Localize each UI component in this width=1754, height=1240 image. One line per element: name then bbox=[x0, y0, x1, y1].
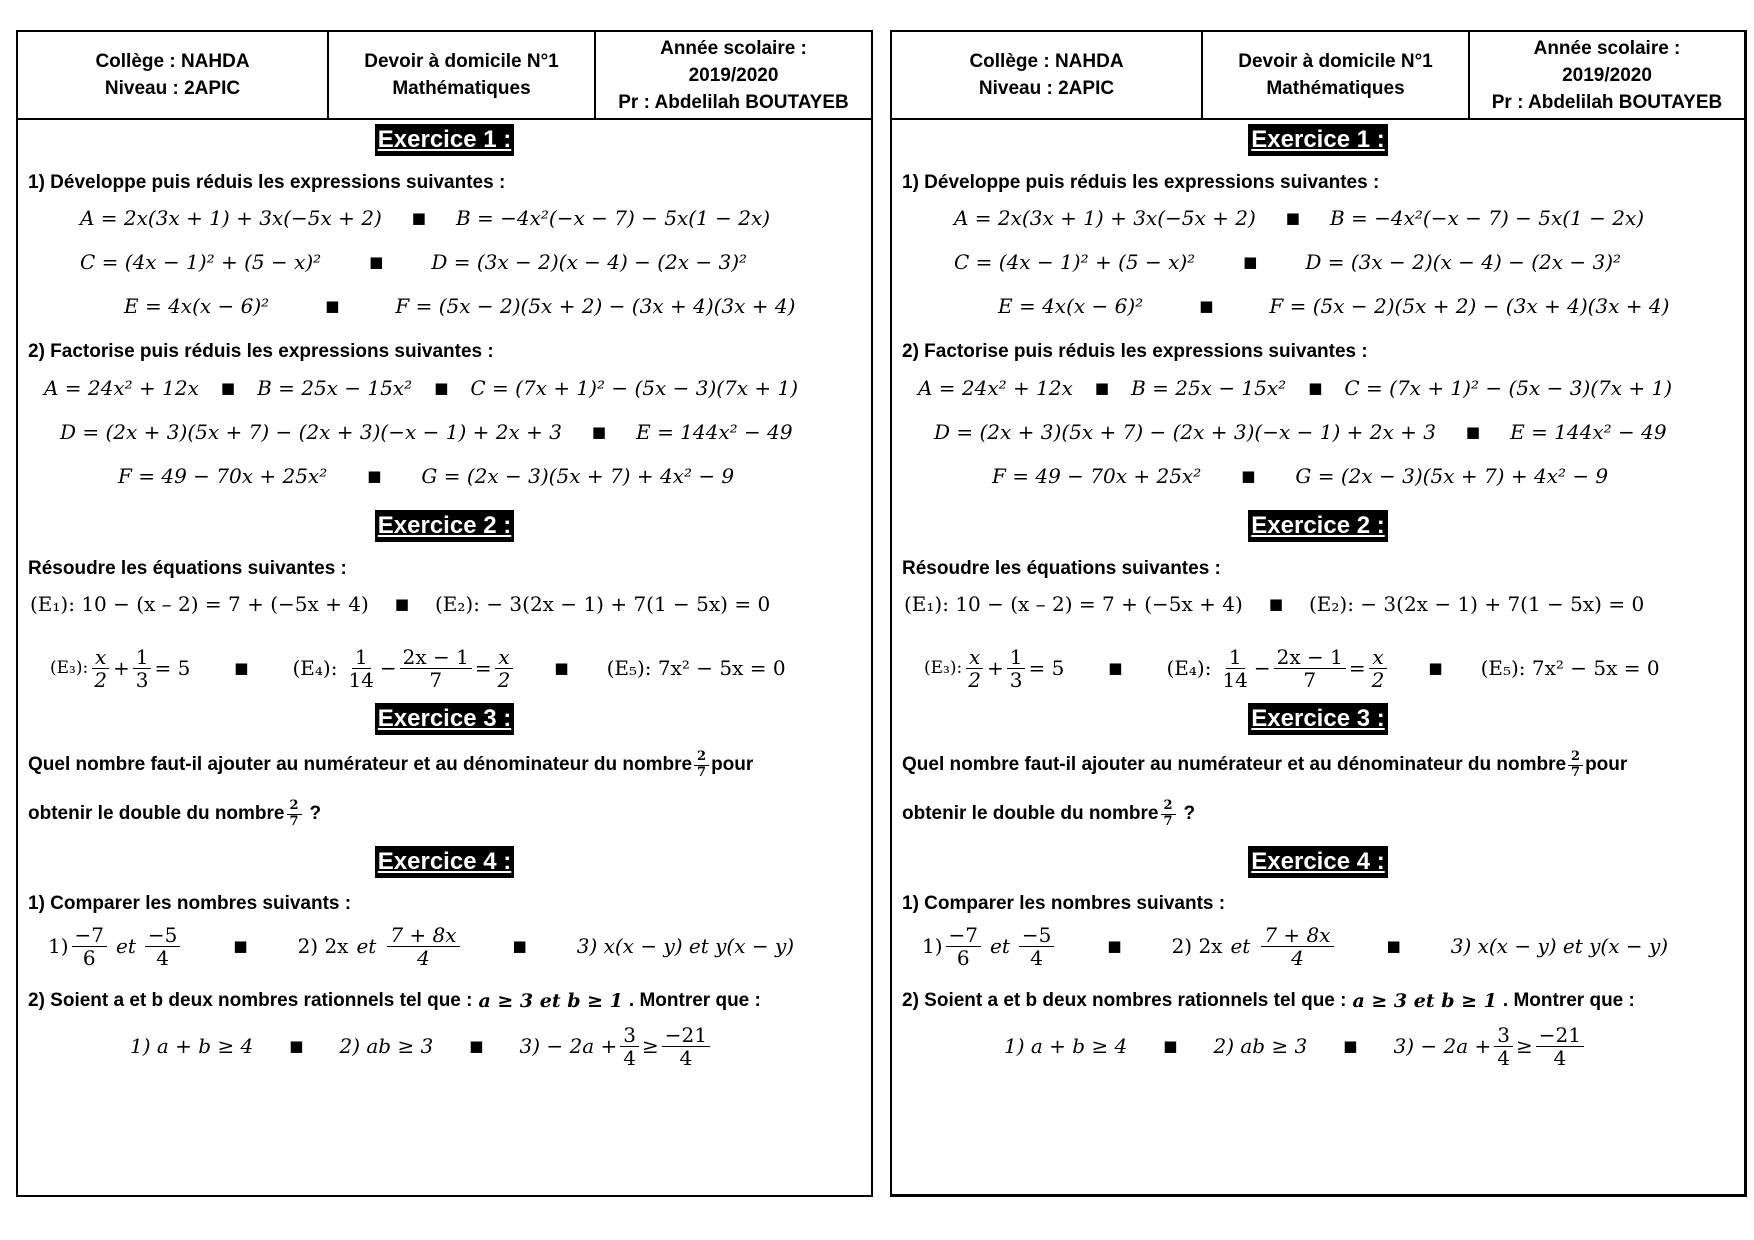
expr-b: B = −4x²(−x − 7) − 5x(1 − 2x) bbox=[455, 206, 771, 230]
ex4-q2-text: 2) Soient a et b deux nombres rationnels tel que : bbox=[902, 990, 1347, 1011]
bullet: ■ bbox=[554, 659, 569, 677]
equation-e2: (E₂): − 3(2x − 1) + 7(1 − 5x) = 0 bbox=[1309, 592, 1645, 616]
fraction-minus21-over-4: $\frac{-21}{4}$ bbox=[1536, 1024, 1584, 1069]
ex1-row-ab bbox=[892, 206, 1754, 230]
equation-e3-label: (E₃): bbox=[924, 658, 963, 678]
bullet: ■ bbox=[1243, 253, 1258, 271]
fexpr-b: B = 25x − 15x² bbox=[257, 376, 413, 400]
fexpr-e: E = 144x² − 49 bbox=[636, 420, 793, 444]
header-year-cell bbox=[1470, 32, 1744, 118]
fexpr-c: C = (7x + 1)² − (5x − 3)(7x + 1) bbox=[470, 376, 799, 400]
equation-e4-label: (E₄): bbox=[292, 656, 338, 680]
equals-sign: = bbox=[474, 656, 492, 680]
ex4-q2-end: . Montrer que : bbox=[628, 990, 761, 1011]
ex4-prove-row bbox=[18, 1018, 983, 1074]
fraction-x-over-2: $\frac{x}{2}$ bbox=[91, 646, 110, 691]
bullet: ■ bbox=[1163, 1037, 1178, 1055]
ex4-compare-row bbox=[892, 916, 1754, 976]
expr-d: D = (3x − 2)(x − 4) − (2x − 3)² bbox=[1305, 250, 1622, 274]
exercise-4-title: Exercice 4 : bbox=[892, 846, 1744, 878]
ex1-row-ffg bbox=[18, 464, 971, 488]
fraction-1-over-14: $\frac{1}{14}$ bbox=[348, 644, 374, 692]
fexpr-d: D = (2x + 3)(5x + 7) − (2x + 3)(−x − 1) + 2x + 3 bbox=[934, 420, 1436, 444]
ex3-text-2: obtenir le double du nombre bbox=[28, 803, 285, 824]
bullet: ■ bbox=[1199, 297, 1214, 315]
bullet: ■ bbox=[289, 1037, 304, 1055]
bullet: ■ bbox=[325, 297, 340, 315]
ex2-question: Résoudre les équations suivantes : bbox=[28, 558, 347, 579]
ex1-row-ab bbox=[18, 206, 933, 230]
fraction-3-over-4: $\frac{3}{4}$ bbox=[1494, 1024, 1513, 1069]
expr-e: E = 4x(x − 6)² bbox=[998, 294, 1144, 318]
equation-e3-label: (E₃): bbox=[50, 658, 89, 678]
fraction-2-over-7: $\frac{2}{7}$ bbox=[694, 750, 709, 780]
fraction-2x-1-over-7: $\frac{2x - 1}{7}$ bbox=[1274, 646, 1346, 691]
teacher-name: Pr : Abdelilah BOUTAYEB bbox=[1491, 91, 1723, 113]
compare-2-label: 2) 2x bbox=[1171, 934, 1223, 958]
ex3-line-2 bbox=[28, 789, 321, 839]
header-title-cell bbox=[329, 32, 596, 118]
ex1-row-fabc bbox=[892, 376, 1754, 400]
bullet: ■ bbox=[234, 659, 249, 677]
ex4-question-1: 1) Comparer les nombres suivants : bbox=[902, 893, 1226, 914]
level: Niveau : 2APIC bbox=[978, 78, 1115, 99]
equation-e2: (E₂): − 3(2x − 1) + 7(1 − 5x) = 0 bbox=[435, 592, 771, 616]
ex2-row-e1e2 bbox=[892, 592, 1754, 616]
bullet: ■ bbox=[1107, 937, 1122, 955]
fraction-7-8x-over-4: $\frac{7 + 8x}{4}$ bbox=[387, 924, 459, 969]
ex3-text-1: Quel nombre faut-il ajouter au numérateur et au dénominateur du nombre bbox=[902, 754, 1567, 775]
compare-3: 3) x(x − y) et y(x − y) bbox=[1450, 934, 1669, 958]
header-year-cell bbox=[596, 32, 871, 118]
college-name: Collège : NAHDA bbox=[969, 51, 1124, 72]
header-school-cell bbox=[892, 32, 1203, 118]
header-title-cell bbox=[1203, 32, 1470, 118]
fexpr-f: F = 49 − 70x + 25x² bbox=[118, 464, 328, 488]
expr-a: A = 2x(3x + 1) + 3x(−5x + 2) bbox=[954, 206, 1256, 230]
compare-3: 3) x(x − y) et y(x − y) bbox=[576, 934, 795, 958]
prove-3-start: 3) − 2a + bbox=[519, 1034, 618, 1058]
ex3-text-1-end: pour bbox=[1585, 754, 1628, 775]
prove-1: 1) a + b ≥ 4 bbox=[130, 1034, 254, 1058]
fexpr-e: E = 144x² − 49 bbox=[1510, 420, 1667, 444]
ex3-text-2-end: ? bbox=[309, 803, 322, 824]
prove-3-start: 3) − 2a + bbox=[1393, 1034, 1492, 1058]
worksheet-body bbox=[892, 120, 1744, 1197]
ex1-row-cd bbox=[892, 250, 1754, 274]
ex3-text-1: Quel nombre faut-il ajouter au numérateur et au dénominateur du nombre bbox=[28, 754, 693, 775]
ex3-line-1 bbox=[28, 740, 753, 790]
exercise-2-title: Exercice 2 : bbox=[18, 510, 871, 542]
bullet: ■ bbox=[1428, 659, 1443, 677]
ex1-question-2: 2) Factorise puis réduis les expressions suivantes : bbox=[902, 341, 1368, 362]
school-year: 2019/2020 bbox=[1562, 64, 1652, 86]
fraction-2-over-7: $\frac{2}{7}$ bbox=[287, 799, 302, 829]
ex2-row-e1e2 bbox=[18, 592, 883, 616]
ex1-row-ef bbox=[18, 294, 977, 318]
bullet: ■ bbox=[233, 937, 248, 955]
ex1-question-1: 1) Développe puis réduis les expressions suivantes : bbox=[902, 172, 1380, 193]
expr-f: F = (5x − 2)(5x + 2) − (3x + 4)(3x + 4) bbox=[1269, 294, 1670, 318]
exercise-1-title: Exercice 1 : bbox=[892, 124, 1744, 156]
ex1-row-ef bbox=[892, 294, 1754, 318]
bullet: ■ bbox=[434, 379, 449, 397]
plus-sign: + bbox=[986, 656, 1004, 680]
et-word: et bbox=[990, 934, 1010, 958]
fexpr-g: G = (2x − 3)(5x + 7) + 4x² − 9 bbox=[421, 464, 735, 488]
ex4-q2-text: 2) Soient a et b deux nombres rationnels tel que : bbox=[28, 990, 473, 1011]
fraction-2-over-7: $\frac{2}{7}$ bbox=[1161, 799, 1176, 829]
equation-e3-rhs: = 5 bbox=[1028, 656, 1065, 680]
fexpr-b: B = 25x − 15x² bbox=[1131, 376, 1287, 400]
fraction-7-8x-over-4: $\frac{7 + 8x}{4}$ bbox=[1261, 924, 1333, 969]
fexpr-f: F = 49 − 70x + 25x² bbox=[992, 464, 1202, 488]
worksheet-body bbox=[18, 120, 871, 1197]
fexpr-c: C = (7x + 1)² − (5x − 3)(7x + 1) bbox=[1344, 376, 1673, 400]
ex3-text-2-end: ? bbox=[1183, 803, 1196, 824]
fexpr-a: A = 24x² + 12x bbox=[918, 376, 1073, 400]
fraction-minus5-over-4: $\frac{-5}{4}$ bbox=[145, 924, 180, 969]
bullet: ■ bbox=[411, 209, 426, 227]
bullet: ■ bbox=[220, 379, 236, 397]
fexpr-d: D = (2x + 3)(5x + 7) − (2x + 3)(−x − 1) + 2x + 3 bbox=[60, 420, 562, 444]
minus-sign: − bbox=[1253, 656, 1271, 680]
fraction-1-over-14: $\frac{1}{14}$ bbox=[1222, 644, 1248, 692]
fraction-minus5-over-4: $\frac{-5}{4}$ bbox=[1019, 924, 1054, 969]
bullet: ■ bbox=[1094, 379, 1110, 397]
school-year: 2019/2020 bbox=[688, 64, 779, 86]
exercise-1-title: Exercice 1 : bbox=[18, 124, 871, 156]
bullet: ■ bbox=[1268, 595, 1283, 613]
ex4-q2-condition: a ≥ 3 et b ≥ 1 bbox=[478, 990, 623, 1012]
year-label: Année scolaire : bbox=[660, 37, 807, 59]
et-word: et bbox=[356, 934, 377, 958]
assignment-title: Devoir à domicile N°1 bbox=[364, 51, 559, 72]
ex2-row-e3e4e5 bbox=[18, 638, 903, 698]
ex4-question-2 bbox=[28, 988, 761, 1014]
worksheet-right bbox=[890, 30, 1747, 1197]
bullet: ■ bbox=[591, 423, 607, 441]
expr-c: C = (4x − 1)² + (5 − x)² bbox=[80, 250, 322, 274]
bullet: ■ bbox=[1343, 1037, 1358, 1055]
equation-e3-rhs: = 5 bbox=[154, 656, 191, 680]
fexpr-g: G = (2x − 3)(5x + 7) + 4x² − 9 bbox=[1295, 464, 1609, 488]
ex3-line-2 bbox=[902, 789, 1195, 839]
compare-2-label: 2) 2x bbox=[297, 934, 349, 958]
bullet: ■ bbox=[367, 467, 382, 485]
ex4-prove-row bbox=[892, 1018, 1754, 1074]
bullet: ■ bbox=[469, 1037, 484, 1055]
equation-e1: (E₁): 10 − (x – 2) = 7 + (−5x + 4) bbox=[30, 592, 369, 616]
fraction-minus7-over-6: $\frac{-7}{6}$ bbox=[946, 924, 981, 969]
fraction-2x-1-over-7: $\frac{2x - 1}{7}$ bbox=[400, 646, 472, 691]
prove-2: 2) ab ≥ 3 bbox=[339, 1034, 434, 1058]
bullet: ■ bbox=[1386, 937, 1401, 955]
fraction-1-over-3: $\frac{1}{3}$ bbox=[1007, 646, 1026, 691]
ex2-row-e3e4e5 bbox=[892, 638, 1754, 698]
fraction-x-over-2: $\frac{x}{2}$ bbox=[1369, 646, 1388, 691]
prove-2: 2) ab ≥ 3 bbox=[1213, 1034, 1308, 1058]
exercise-3-title: Exercice 3 : bbox=[892, 703, 1744, 735]
expr-d: D = (3x − 2)(x − 4) − (2x − 3)² bbox=[431, 250, 748, 274]
bullet: ■ bbox=[1241, 467, 1256, 485]
exercise-3-title: Exercice 3 : bbox=[18, 703, 871, 735]
header-table bbox=[892, 32, 1744, 120]
ex4-q2-end: . Montrer que : bbox=[1502, 990, 1635, 1011]
expr-a: A = 2x(3x + 1) + 3x(−5x + 2) bbox=[80, 206, 382, 230]
equals-sign: = bbox=[1348, 656, 1366, 680]
plus-sign: + bbox=[112, 656, 130, 680]
expr-c: C = (4x − 1)² + (5 − x)² bbox=[954, 250, 1196, 274]
ex1-row-ffg bbox=[892, 464, 1754, 488]
ex4-question-2 bbox=[902, 988, 1635, 1014]
ge-sign: ≥ bbox=[1515, 1034, 1533, 1058]
fraction-minus7-over-6: $\frac{-7}{6}$ bbox=[72, 924, 107, 969]
teacher-name: Pr : Abdelilah BOUTAYEB bbox=[618, 91, 849, 113]
fraction-minus21-over-4: $\frac{-21}{4}$ bbox=[662, 1024, 710, 1069]
bullet: ■ bbox=[512, 937, 527, 955]
compare-1-label: 1) bbox=[922, 934, 943, 958]
ex4-q2-condition: a ≥ 3 et b ≥ 1 bbox=[1352, 990, 1497, 1012]
fraction-x-over-2: $\frac{x}{2}$ bbox=[965, 646, 984, 691]
fraction-3-over-4: $\frac{3}{4}$ bbox=[620, 1024, 639, 1069]
expr-f: F = (5x − 2)(5x + 2) − (3x + 4)(3x + 4) bbox=[395, 294, 796, 318]
year-label: Année scolaire : bbox=[1533, 37, 1681, 59]
fexpr-a: A = 24x² + 12x bbox=[44, 376, 199, 400]
assignment-title: Devoir à domicile N°1 bbox=[1238, 51, 1433, 72]
ex1-question-1: 1) Développe puis réduis les expressions suivantes : bbox=[28, 172, 506, 193]
exercise-2-title: Exercice 2 : bbox=[892, 510, 1744, 542]
subject: Mathématiques bbox=[392, 78, 531, 99]
et-word: et bbox=[1230, 934, 1251, 958]
ex1-row-fde bbox=[18, 420, 913, 444]
et-word: et bbox=[116, 934, 136, 958]
ex1-row-cd bbox=[18, 250, 933, 274]
bullet: ■ bbox=[369, 253, 384, 271]
bullet: ■ bbox=[1108, 659, 1123, 677]
ex3-text-1-end: pour bbox=[711, 754, 754, 775]
exercise-4-title: Exercice 4 : bbox=[18, 846, 871, 878]
subject: Mathématiques bbox=[1266, 78, 1405, 99]
bullet: ■ bbox=[394, 595, 409, 613]
fraction-x-over-2: $\frac{x}{2}$ bbox=[495, 646, 514, 691]
bullet: ■ bbox=[1285, 209, 1300, 227]
equation-e5: (E₅): 7x² − 5x = 0 bbox=[1480, 656, 1660, 680]
ex3-line-1 bbox=[902, 740, 1627, 790]
equation-e1: (E₁): 10 − (x – 2) = 7 + (−5x + 4) bbox=[904, 592, 1243, 616]
ex1-question-2: 2) Factorise puis réduis les expressions suivantes : bbox=[28, 341, 494, 362]
college-name: Collège : NAHDA bbox=[95, 51, 250, 72]
ex3-text-2: obtenir le double du nombre bbox=[902, 803, 1159, 824]
ex4-compare-row bbox=[18, 916, 901, 976]
level: Niveau : 2APIC bbox=[104, 78, 241, 99]
header-table bbox=[18, 32, 871, 120]
equation-e4-label: (E₄): bbox=[1166, 656, 1212, 680]
compare-1-label: 1) bbox=[48, 934, 69, 958]
header-school-cell bbox=[18, 32, 329, 118]
fraction-2-over-7: $\frac{2}{7}$ bbox=[1568, 750, 1583, 780]
bullet: ■ bbox=[1308, 379, 1323, 397]
equation-e5: (E₅): 7x² − 5x = 0 bbox=[606, 656, 786, 680]
fraction-1-over-3: $\frac{1}{3}$ bbox=[133, 646, 152, 691]
ex1-row-fde bbox=[892, 420, 1754, 444]
ex4-question-1: 1) Comparer les nombres suivants : bbox=[28, 893, 352, 914]
expr-e: E = 4x(x − 6)² bbox=[124, 294, 270, 318]
ex2-question: Résoudre les équations suivantes : bbox=[902, 558, 1221, 579]
ex1-row-fabc bbox=[18, 376, 897, 400]
ge-sign: ≥ bbox=[641, 1034, 659, 1058]
expr-b: B = −4x²(−x − 7) − 5x(1 − 2x) bbox=[1329, 206, 1645, 230]
worksheet-left bbox=[16, 30, 873, 1197]
minus-sign: − bbox=[379, 656, 397, 680]
bullet: ■ bbox=[1465, 423, 1481, 441]
prove-1: 1) a + b ≥ 4 bbox=[1004, 1034, 1128, 1058]
